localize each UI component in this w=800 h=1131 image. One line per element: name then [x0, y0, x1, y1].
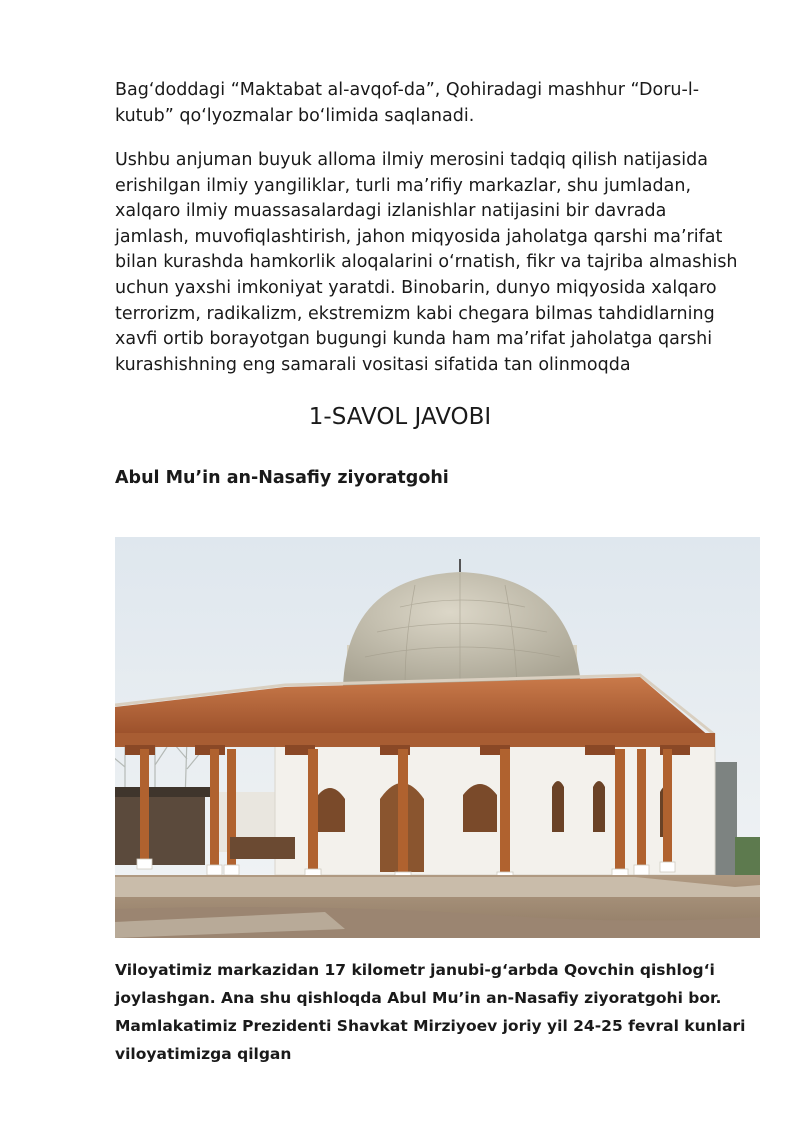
paragraph-intro: Bag‘doddagi “Maktabat al-avqof-da”, Qohiradagi mashhur “Doru-l-kutub” qo‘lyozmalar bo‘limida saqlanadi.: [115, 80, 700, 126]
section-heading: 1-SAVOL JAVOBI: [308, 404, 492, 430]
mausoleum-photo: [115, 537, 760, 938]
paragraph-body: Ushbu anjuman buyuk alloma ilmiy merosini tadqiq qilish natijasida erishilgan ilmiy yangiliklar, turli ma’rifiy markazlar, shu jumladan, xalqaro ilmiy muassasalardagi izlanishlar natijasini bir davrada jamlash, muvofiqlashtirish, jahon miqyosida jaholatga qarshi ma’rifat bilan kurashda hamkorlik aloqalarini o‘rnatish, fikr va tajriba almashish uchun yaxshi imkoniyat yaratdi. Binobarin, dunyo miqyosida xalqaro terrorizm, radikalizm, ekstremizm kabi chegara bilmas tahdidlarning xavfi ortib borayotgan bugungi kunda ham ma’rifat jaholatga qarshi kurashishning eng samarali vositasi sifatida tan olinmoqda: [115, 150, 738, 375]
photo-caption: Viloyatimiz markazidan 17 kilometr janubi-g‘arbda Qovchin qishlog‘i joylashgan. Ana shu qishloqda Abul Mu’in an-Nasafiy ziyoratgohi bor. Mamlakatimiz Prezidenti Shavkat Mirziyoev joriy yil 24-25 fevral kunlari viloyatimizga qilgan: [115, 961, 746, 1063]
section-subheading: Abul Mu’in an-Nasafiy ziyoratgohi: [115, 468, 449, 488]
